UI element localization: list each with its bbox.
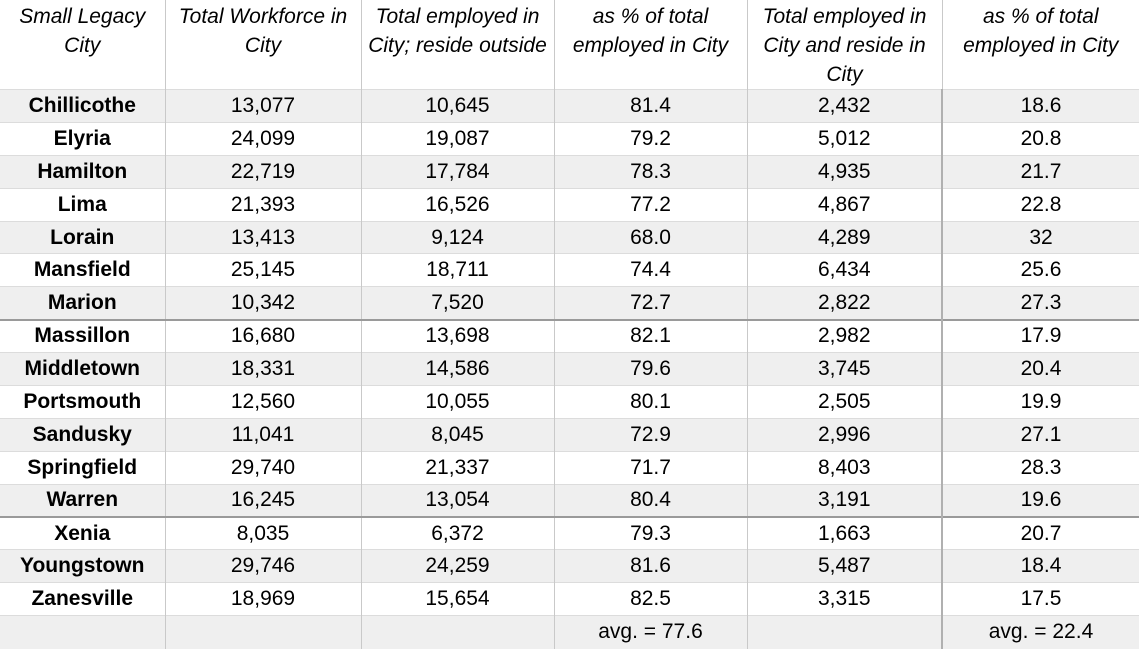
pct-reside-outside: 79.2 [554,122,747,155]
total-workforce: 12,560 [165,386,361,419]
pct-reside-in-city: 27.1 [942,418,1139,451]
employed-reside-in-city: 2,982 [747,320,942,353]
pct-reside-in-city: 32 [942,221,1139,254]
table-row [0,320,1139,353]
city-name: Massillon [0,320,165,353]
total-workforce: 18,331 [165,353,361,386]
employed-reside-in-city: 5,487 [747,550,942,583]
header-employed-reside-in-city: Total employed in City and reside in City [747,0,942,90]
total-workforce: 21,393 [165,188,361,221]
employed-reside-in-city: 5,012 [747,122,942,155]
employed-reside-in-city: 2,996 [747,418,942,451]
footer-empty [0,616,165,649]
city-name: Marion [0,287,165,320]
pct-reside-in-city: 17.5 [942,583,1139,616]
table-row [0,90,1139,123]
table-row [0,188,1139,221]
footer-empty [361,616,554,649]
table-row [0,550,1139,583]
employed-reside-outside: 15,654 [361,583,554,616]
pct-reside-in-city: 19.9 [942,386,1139,419]
header-total-workforce: Total Workforce in City [165,0,361,90]
pct-reside-in-city: 20.7 [942,517,1139,550]
employed-reside-in-city: 3,191 [747,484,942,517]
city-name: Chillicothe [0,90,165,123]
employed-reside-outside: 9,124 [361,221,554,254]
pct-reside-outside: 81.4 [554,90,747,123]
table-row [0,386,1139,419]
employed-reside-outside: 13,698 [361,320,554,353]
employed-reside-in-city: 3,745 [747,353,942,386]
header-row [0,0,1139,90]
header-city: Small Legacy City [0,0,165,90]
table-row [0,418,1139,451]
city-name: Lima [0,188,165,221]
table-row [0,155,1139,188]
pct-reside-in-city: 20.4 [942,353,1139,386]
table-row [0,353,1139,386]
pct-reside-in-city: 17.9 [942,320,1139,353]
table-row [0,221,1139,254]
employed-reside-outside: 16,526 [361,188,554,221]
city-name: Zanesville [0,583,165,616]
employed-reside-in-city: 3,315 [747,583,942,616]
footer-empty [165,616,361,649]
employed-reside-outside: 10,645 [361,90,554,123]
pct-reside-in-city: 21.7 [942,155,1139,188]
table-row [0,122,1139,155]
employed-reside-in-city: 4,867 [747,188,942,221]
pct-reside-outside: 80.1 [554,386,747,419]
total-workforce: 8,035 [165,517,361,550]
table-row [0,287,1139,320]
pct-reside-in-city: 19.6 [942,484,1139,517]
avg-pct-reside-outside: avg. = 77.6 [554,616,747,649]
total-workforce: 16,245 [165,484,361,517]
pct-reside-in-city: 25.6 [942,254,1139,287]
employed-reside-in-city: 2,822 [747,287,942,320]
total-workforce: 13,077 [165,90,361,123]
employed-reside-outside: 19,087 [361,122,554,155]
header-pct-reside-outside: as % of total employed in City [554,0,747,90]
pct-reside-outside: 78.3 [554,155,747,188]
pct-reside-outside: 72.9 [554,418,747,451]
city-name: Sandusky [0,418,165,451]
total-workforce: 22,719 [165,155,361,188]
city-name: Mansfield [0,254,165,287]
pct-reside-outside: 71.7 [554,451,747,484]
pct-reside-outside: 82.5 [554,583,747,616]
employed-reside-in-city: 1,663 [747,517,942,550]
city-name: Youngstown [0,550,165,583]
pct-reside-outside: 81.6 [554,550,747,583]
pct-reside-outside: 77.2 [554,188,747,221]
city-name: Warren [0,484,165,517]
employed-reside-outside: 7,520 [361,287,554,320]
employed-reside-outside: 17,784 [361,155,554,188]
city-name: Hamilton [0,155,165,188]
employed-reside-outside: 6,372 [361,517,554,550]
total-workforce: 13,413 [165,221,361,254]
employed-reside-in-city: 4,289 [747,221,942,254]
header-pct-reside-in-city: as % of total employed in City [963,5,1119,57]
avg-pct-reside-in-city: avg. = 22.4 [942,616,1139,649]
city-name: Springfield [0,451,165,484]
pct-reside-outside: 82.1 [554,320,747,353]
city-name: Portsmouth [0,386,165,419]
employed-reside-in-city: 6,434 [747,254,942,287]
footer-row [0,616,1139,649]
pct-reside-outside: 72.7 [554,287,747,320]
total-workforce: 16,680 [165,320,361,353]
total-workforce: 24,099 [165,122,361,155]
city-name: Lorain [0,221,165,254]
employed-reside-in-city: 4,935 [747,155,942,188]
total-workforce: 18,969 [165,583,361,616]
total-workforce: 10,342 [165,287,361,320]
footer-empty [747,616,942,649]
employed-reside-in-city: 2,432 [747,90,942,123]
pct-reside-in-city: 27.3 [942,287,1139,320]
table-row [0,451,1139,484]
total-workforce: 11,041 [165,418,361,451]
employed-reside-outside: 18,711 [361,254,554,287]
total-workforce: 29,740 [165,451,361,484]
pct-reside-outside: 74.4 [554,254,747,287]
pct-reside-in-city: 20.8 [942,122,1139,155]
pct-reside-outside: 79.3 [554,517,747,550]
city-name: Elyria [0,122,165,155]
pct-reside-in-city: 18.6 [942,90,1139,123]
city-name: Xenia [0,517,165,550]
city-name: Middletown [0,353,165,386]
pct-reside-outside: 68.0 [554,221,747,254]
table-row [0,484,1139,517]
table-row [0,254,1139,287]
pct-reside-outside: 79.6 [554,353,747,386]
employed-reside-outside: 13,054 [361,484,554,517]
table-row [0,517,1139,550]
employed-reside-outside: 10,055 [361,386,554,419]
pct-reside-in-city: 22.8 [942,188,1139,221]
total-workforce: 25,145 [165,254,361,287]
pct-reside-in-city: 28.3 [942,451,1139,484]
employed-reside-in-city: 2,505 [747,386,942,419]
pct-reside-outside: 80.4 [554,484,747,517]
employed-reside-outside: 24,259 [361,550,554,583]
employed-reside-outside: 8,045 [361,418,554,451]
pct-reside-in-city: 18.4 [942,550,1139,583]
employed-reside-outside: 21,337 [361,451,554,484]
table-row [0,583,1139,616]
total-workforce: 29,746 [165,550,361,583]
employed-reside-in-city: 8,403 [747,451,942,484]
header-employed-reside-outside: Total employed in City; reside outside [361,0,554,90]
employed-reside-outside: 14,586 [361,353,554,386]
